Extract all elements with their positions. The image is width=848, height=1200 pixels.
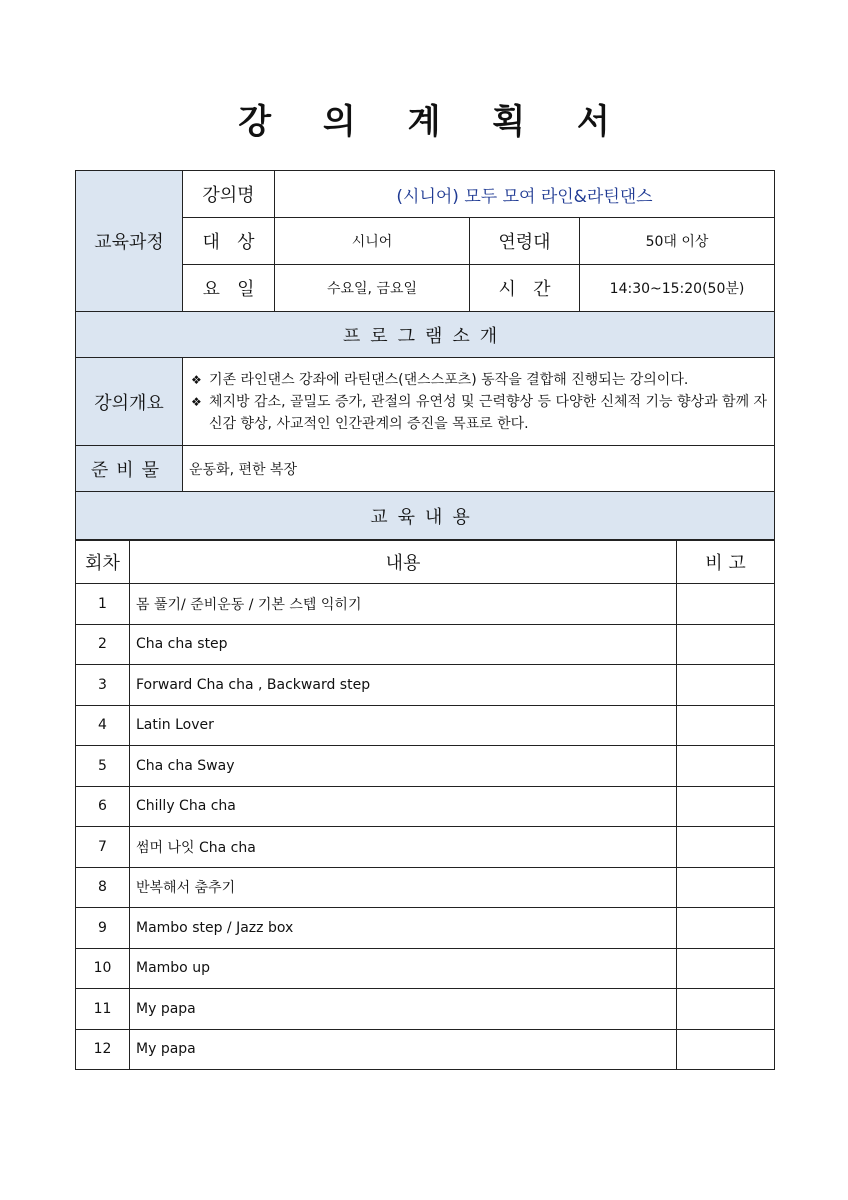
course-info-table [75,170,775,540]
session-note [677,624,775,665]
course-name-value: (시니어) 모두 모여 라인&라틴댄스 [275,171,775,218]
session-content: 몸 풀기/ 준비운동 / 기본 스텝 익히기 [130,584,677,625]
overview-bullet: ❖ 기존 라인댄스 강좌에 라틴댄스(댄스스포츠) 동작을 결합해 진행되는 강의이다. [189,369,768,391]
session-number: 3 [76,665,130,706]
session-content: 썸머 나잇 Cha cha [130,827,677,868]
schedule-table [75,540,775,1070]
session-note [677,989,775,1030]
table-row [76,746,775,787]
table-row [76,867,775,908]
session-note [677,584,775,625]
overview-label: 강의개요 [76,358,183,446]
overview-content [183,358,775,446]
time-value: 14:30~15:20(50분) [580,265,775,312]
session-number: 11 [76,989,130,1030]
overview-bullet: ❖ 체지방 감소, 골밀도 증가, 관절의 유연성 및 근력향상 등 다양한 신체적 기능 향상과 함께 자신감 향상, 사교적인 인간관계의 증진을 목표로 한다. [189,391,768,435]
session-note [677,827,775,868]
schedule-header-session: 회차 [76,541,130,584]
day-label: 요 일 [183,265,275,312]
session-content: My papa [130,989,677,1030]
session-content: Cha cha step [130,624,677,665]
session-note [677,705,775,746]
session-content: Mambo up [130,948,677,989]
target-value: 시니어 [275,218,470,265]
target-label: 대 상 [183,218,275,265]
table-row [76,665,775,706]
time-label: 시 간 [470,265,580,312]
course-section-label: 교육과정 [76,171,183,312]
table-row [76,786,775,827]
session-content: Chilly Cha cha [130,786,677,827]
table-row [76,705,775,746]
schedule-header-content: 내용 [130,541,677,584]
table-row [76,948,775,989]
session-content: 반복해서 춤추기 [130,867,677,908]
session-content: Latin Lover [130,705,677,746]
session-note [677,1029,775,1070]
session-note [677,665,775,706]
session-note [677,948,775,989]
session-content: My papa [130,1029,677,1070]
content-header: 교육내용 [76,492,775,540]
age-value: 50대 이상 [580,218,775,265]
day-value: 수요일, 금요일 [275,265,470,312]
session-content: Cha cha Sway [130,746,677,787]
session-number: 5 [76,746,130,787]
schedule-header-note: 비 고 [677,541,775,584]
session-content: Mambo step / Jazz box [130,908,677,949]
session-number: 7 [76,827,130,868]
session-number: 8 [76,867,130,908]
document-title: 강 의 계 획 서 [238,102,630,142]
materials-value: 운동화, 편한 복장 [183,446,775,492]
session-number: 1 [76,584,130,625]
session-number: 9 [76,908,130,949]
session-number: 4 [76,705,130,746]
session-note [677,867,775,908]
table-row [76,1029,775,1070]
materials-label: 준비물 [76,446,183,492]
session-note [677,786,775,827]
table-row [76,584,775,625]
session-note [677,746,775,787]
session-number: 10 [76,948,130,989]
session-number: 2 [76,624,130,665]
table-row [76,827,775,868]
course-name-label: 강의명 [183,171,275,218]
program-intro-header: 프로그램소개 [76,312,775,358]
session-content: Forward Cha cha , Backward step [130,665,677,706]
age-label: 연령대 [470,218,580,265]
session-number: 6 [76,786,130,827]
table-row [76,624,775,665]
session-note [677,908,775,949]
table-row [76,908,775,949]
table-row [76,989,775,1030]
session-number: 12 [76,1029,130,1070]
